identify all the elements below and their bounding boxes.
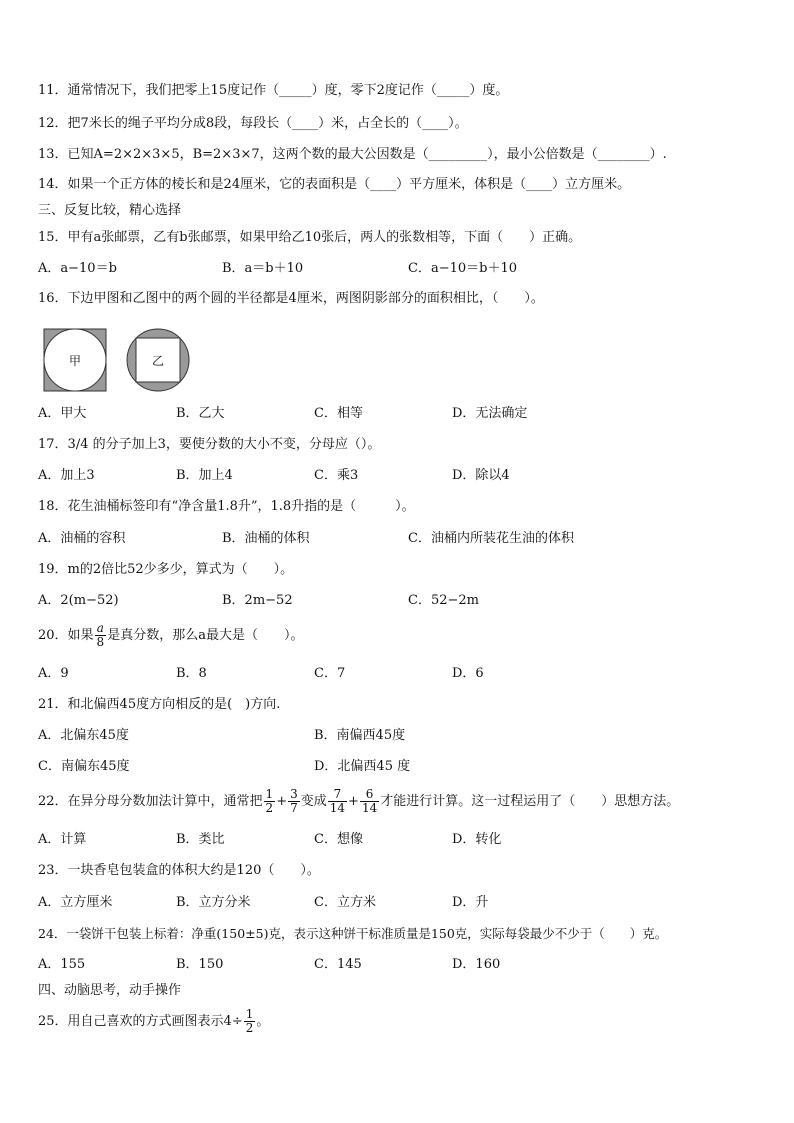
- section-4-heading: 四、动脑思考，动手操作: [38, 983, 182, 998]
- q22-plus-1: +: [276, 794, 288, 809]
- question-17: 17．3/4 的分子加上3，要使分数的大小不变，分母应（）。: [38, 437, 381, 452]
- q25-text-pre: 25．用自己喜欢的方式画图表示4÷: [38, 1014, 243, 1029]
- q20-text-pre: 20．如果: [38, 628, 94, 643]
- q23-option-b: B．立方分米: [176, 895, 251, 910]
- q23-option-a: A．立方厘米: [38, 895, 113, 910]
- q22-fraction-4-denominator: 14: [361, 801, 378, 815]
- q17-option-c: C．乘3: [314, 468, 359, 483]
- q23-option-d: D．升: [452, 895, 489, 910]
- figure-yi-label: 乙: [151, 354, 164, 368]
- q22-fraction-2-numerator: 3: [290, 787, 298, 801]
- q20-option-c: C．7: [314, 666, 346, 681]
- question-21: 21．和北偏西45度方向相反的是( )方向.: [38, 697, 281, 712]
- q20-option-d: D．6: [452, 666, 484, 681]
- q22-fraction-2: [288, 788, 300, 815]
- q22-text-pre: 22．在异分母分数加法计算中，通常把: [38, 794, 263, 809]
- q15-option-a: A．a−10＝b: [38, 261, 117, 276]
- q15-option-b: B．a＝b＋10: [222, 261, 304, 276]
- question-14: 14．如果一个正方体的棱长和是24厘米，它的表面积是（____）平方厘米，体积是（____）立方厘米。: [38, 177, 631, 192]
- question-16: 16．下边甲图和乙图中的两个圆的半径都是4厘米，两图阴影部分的面积相比，（ ）。: [38, 291, 544, 306]
- q20-option-a: A．9: [38, 666, 69, 681]
- q21-option-d: D．北偏西45 度: [314, 759, 411, 774]
- figure-jia-label: 甲: [68, 354, 81, 368]
- q21-option-b: B．南偏西45度: [314, 728, 406, 743]
- q22-fraction-3: [328, 788, 347, 815]
- q21-option-a: A．北偏东45度: [38, 728, 129, 743]
- question-11: 11．通常情况下，我们把零上15度记作（_____）度，零下2度记作（_____）度。: [38, 83, 509, 98]
- q22-text-post: 才能进行计算。这一过程运用了（ ）思想方法。: [380, 794, 680, 809]
- section-3-heading: 三、反复比较，精心选择: [38, 203, 182, 218]
- q19-option-b: B．2m−52: [222, 593, 293, 608]
- q24-option-c: C．145: [314, 957, 362, 972]
- question-19: 19．m的2倍比52少多少，算式为（ ）。: [38, 562, 294, 577]
- q19-option-c: C．52−2m: [408, 593, 479, 608]
- q22-fraction-4-numerator: 6: [360, 788, 379, 802]
- q15-option-c: C．a−10＝b＋10: [408, 261, 517, 276]
- q18-option-b: B．油桶的体积: [222, 531, 310, 546]
- q25-text-post: 。: [256, 1014, 270, 1029]
- q25-fraction-numerator: 1: [245, 1007, 254, 1021]
- q22-plus-2: +: [348, 794, 359, 809]
- q22-option-d: D．转化: [452, 832, 502, 847]
- q22-fraction-4: [360, 788, 379, 815]
- q21-option-c: C．南偏东45度: [38, 759, 130, 774]
- question-22: [38, 785, 679, 819]
- q23-option-c: C．立方米: [314, 895, 376, 910]
- question-12: 12．把7米长的绳子平均分成8段，每段长（____）米，占全长的（____）。: [38, 116, 468, 131]
- question-24: 24．一袋饼干包装上标着：净重(150±5)克，表示这种饼干标准质量是150克，实际每袋最少不少于（ ）克。: [38, 926, 668, 941]
- q18-option-a: A．油桶的容积: [38, 531, 126, 546]
- q16-option-c: C．相等: [314, 406, 363, 421]
- q20-fraction: [95, 622, 107, 649]
- question-20: [38, 619, 303, 653]
- q25-fraction-denominator: 2: [245, 1021, 254, 1035]
- q24-option-a: A．155: [38, 957, 86, 972]
- q22-fraction-3-denominator: 14: [329, 801, 346, 815]
- q20-option-b: B．8: [176, 666, 207, 681]
- q22-option-b: B．类比: [176, 832, 225, 847]
- question-13: 13．已知A=2×2×3×5，B=2×3×7，这两个数的最大公因数是（_________），最小公倍数是（________）.: [38, 147, 667, 162]
- q22-fraction-2-denominator: 7: [290, 801, 298, 815]
- q16-option-d: D．无法确定: [452, 406, 528, 421]
- q18-option-c: C．油桶内所装花生油的体积: [408, 531, 574, 546]
- q22-fraction-3-numerator: 7: [328, 788, 347, 802]
- q22-option-a: A．计算: [38, 832, 87, 847]
- q22-fraction-1: [264, 788, 276, 815]
- q22-option-c: C．想像: [314, 832, 363, 847]
- q20-text-post: 是真分数，那么a最大是（ ）。: [107, 628, 304, 643]
- q24-option-b: B．150: [176, 957, 224, 972]
- q19-option-a: A．2(m−52): [38, 593, 119, 608]
- question-18: 18．花生油桶标签印有“净含量1.8升”，1.8升指的是（ ）。: [38, 499, 415, 514]
- question-15: 15．甲有a张邮票，乙有b张邮票，如果甲给乙10张后，两人的张数相等，下面（ ）正确。: [38, 230, 582, 245]
- question-25: [38, 1005, 269, 1039]
- q22-fraction-1-numerator: 1: [265, 787, 274, 801]
- q24-option-d: D．160: [452, 957, 501, 972]
- q20-fraction-numerator: a: [95, 622, 107, 636]
- q20-fraction-denominator: 8: [96, 635, 105, 649]
- question-23: 23．一块香皂包装盒的体积大约是120（ ）。: [38, 863, 320, 878]
- figure-yi: [126, 328, 190, 392]
- q22-text-mid: 变成: [300, 794, 327, 809]
- q17-option-b: B．加上4: [176, 468, 233, 483]
- figure-jia: [43, 328, 107, 392]
- q16-option-a: A．甲大: [38, 406, 87, 421]
- q17-option-d: D．除以4: [452, 468, 510, 483]
- q25-fraction: [244, 1008, 256, 1035]
- q17-option-a: A．加上3: [38, 468, 95, 483]
- q22-fraction-1-denominator: 2: [265, 801, 274, 815]
- q16-option-b: B．乙大: [176, 406, 225, 421]
